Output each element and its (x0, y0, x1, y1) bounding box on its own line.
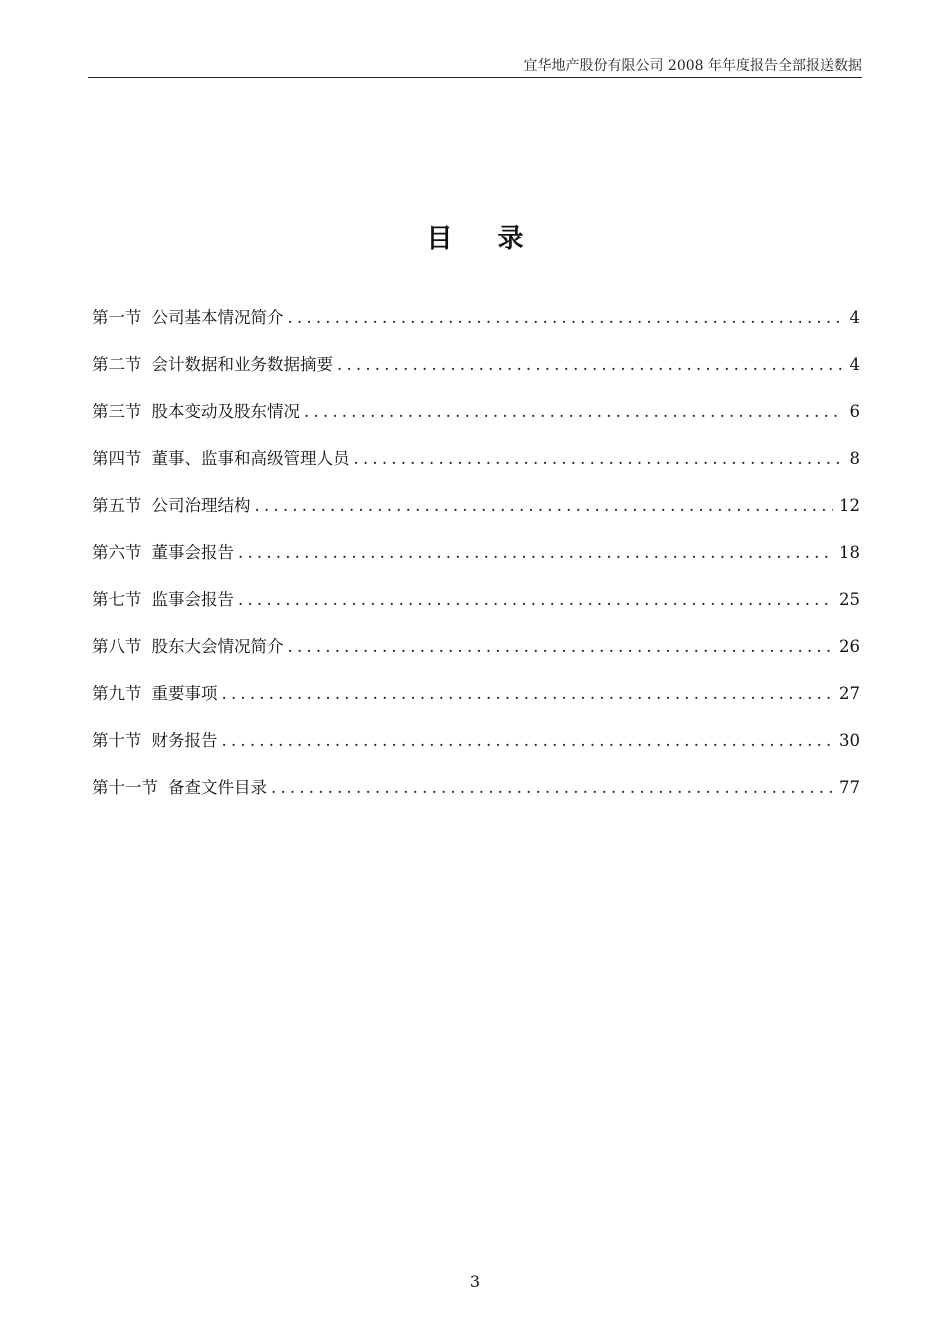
toc-page-number: 18 (839, 543, 860, 562)
table-of-contents (92, 304, 860, 821)
toc-leader-dots (238, 539, 833, 567)
toc-leader-dots (222, 680, 834, 708)
toc-section-number: 第八节 (92, 637, 142, 656)
toc-page-number: 77 (839, 778, 860, 797)
toc-page-number: 30 (839, 731, 860, 750)
page-title: 目 录 (426, 224, 542, 255)
toc-entry[interactable] (92, 492, 860, 539)
toc-section-title: 会计数据和业务数据摘要 (151, 355, 333, 374)
running-header: 宜华地产股份有限公司 2008 年年度报告全部报送数据 (523, 58, 862, 74)
toc-section-title: 公司基本情况简介 (151, 308, 284, 327)
toc-leader-dots (337, 351, 844, 379)
toc-leader-dots (304, 398, 844, 426)
toc-entry[interactable] (92, 633, 860, 680)
toc-section-number: 第三节 (92, 402, 142, 421)
toc-entry[interactable] (92, 445, 860, 492)
toc-section-number: 第九节 (92, 684, 142, 703)
toc-page-number: 6 (849, 402, 860, 421)
toc-page-number: 26 (839, 637, 860, 656)
toc-section-title: 监事会报告 (151, 590, 234, 609)
toc-leader-dots (255, 492, 834, 520)
toc-section-number: 第十一节 (92, 778, 158, 797)
toc-leader-dots (288, 304, 844, 332)
toc-section-number: 第七节 (92, 590, 142, 609)
toc-section-title: 备查文件目录 (168, 778, 267, 797)
toc-section-number: 第一节 (92, 308, 142, 327)
toc-entry[interactable] (92, 774, 860, 821)
toc-section-title: 重要事项 (151, 684, 218, 703)
toc-leader-dots (271, 774, 833, 802)
toc-section-title: 股本变动及股东情况 (151, 402, 300, 421)
toc-section-title: 董事、监事和高级管理人员 (151, 449, 350, 468)
toc-section-title: 股东大会情况简介 (151, 637, 284, 656)
toc-page-number: 4 (849, 308, 860, 327)
toc-page-number: 12 (839, 496, 860, 515)
toc-entry[interactable] (92, 351, 860, 398)
toc-entry[interactable] (92, 680, 860, 727)
toc-section-number: 第二节 (92, 355, 142, 374)
toc-entry[interactable] (92, 304, 860, 351)
toc-section-number: 第五节 (92, 496, 142, 515)
toc-section-number: 第四节 (92, 449, 142, 468)
toc-page-number: 25 (839, 590, 860, 609)
toc-entry[interactable] (92, 539, 860, 586)
header-divider (88, 77, 862, 78)
toc-leader-dots (354, 445, 844, 473)
toc-entry[interactable] (92, 398, 860, 445)
toc-entry[interactable] (92, 586, 860, 633)
toc-leader-dots (238, 586, 833, 614)
toc-section-number: 第六节 (92, 543, 142, 562)
toc-section-title: 董事会报告 (151, 543, 234, 562)
toc-leader-dots (288, 633, 834, 661)
toc-entry[interactable] (92, 727, 860, 774)
toc-section-title: 公司治理结构 (151, 496, 251, 515)
toc-page-number: 8 (849, 449, 860, 468)
toc-section-number: 第十节 (92, 731, 142, 750)
toc-section-title: 财务报告 (151, 731, 218, 750)
toc-leader-dots (222, 727, 834, 755)
page-number: 3 (469, 1272, 481, 1291)
toc-page-number: 4 (849, 355, 860, 374)
toc-page-number: 27 (839, 684, 860, 703)
